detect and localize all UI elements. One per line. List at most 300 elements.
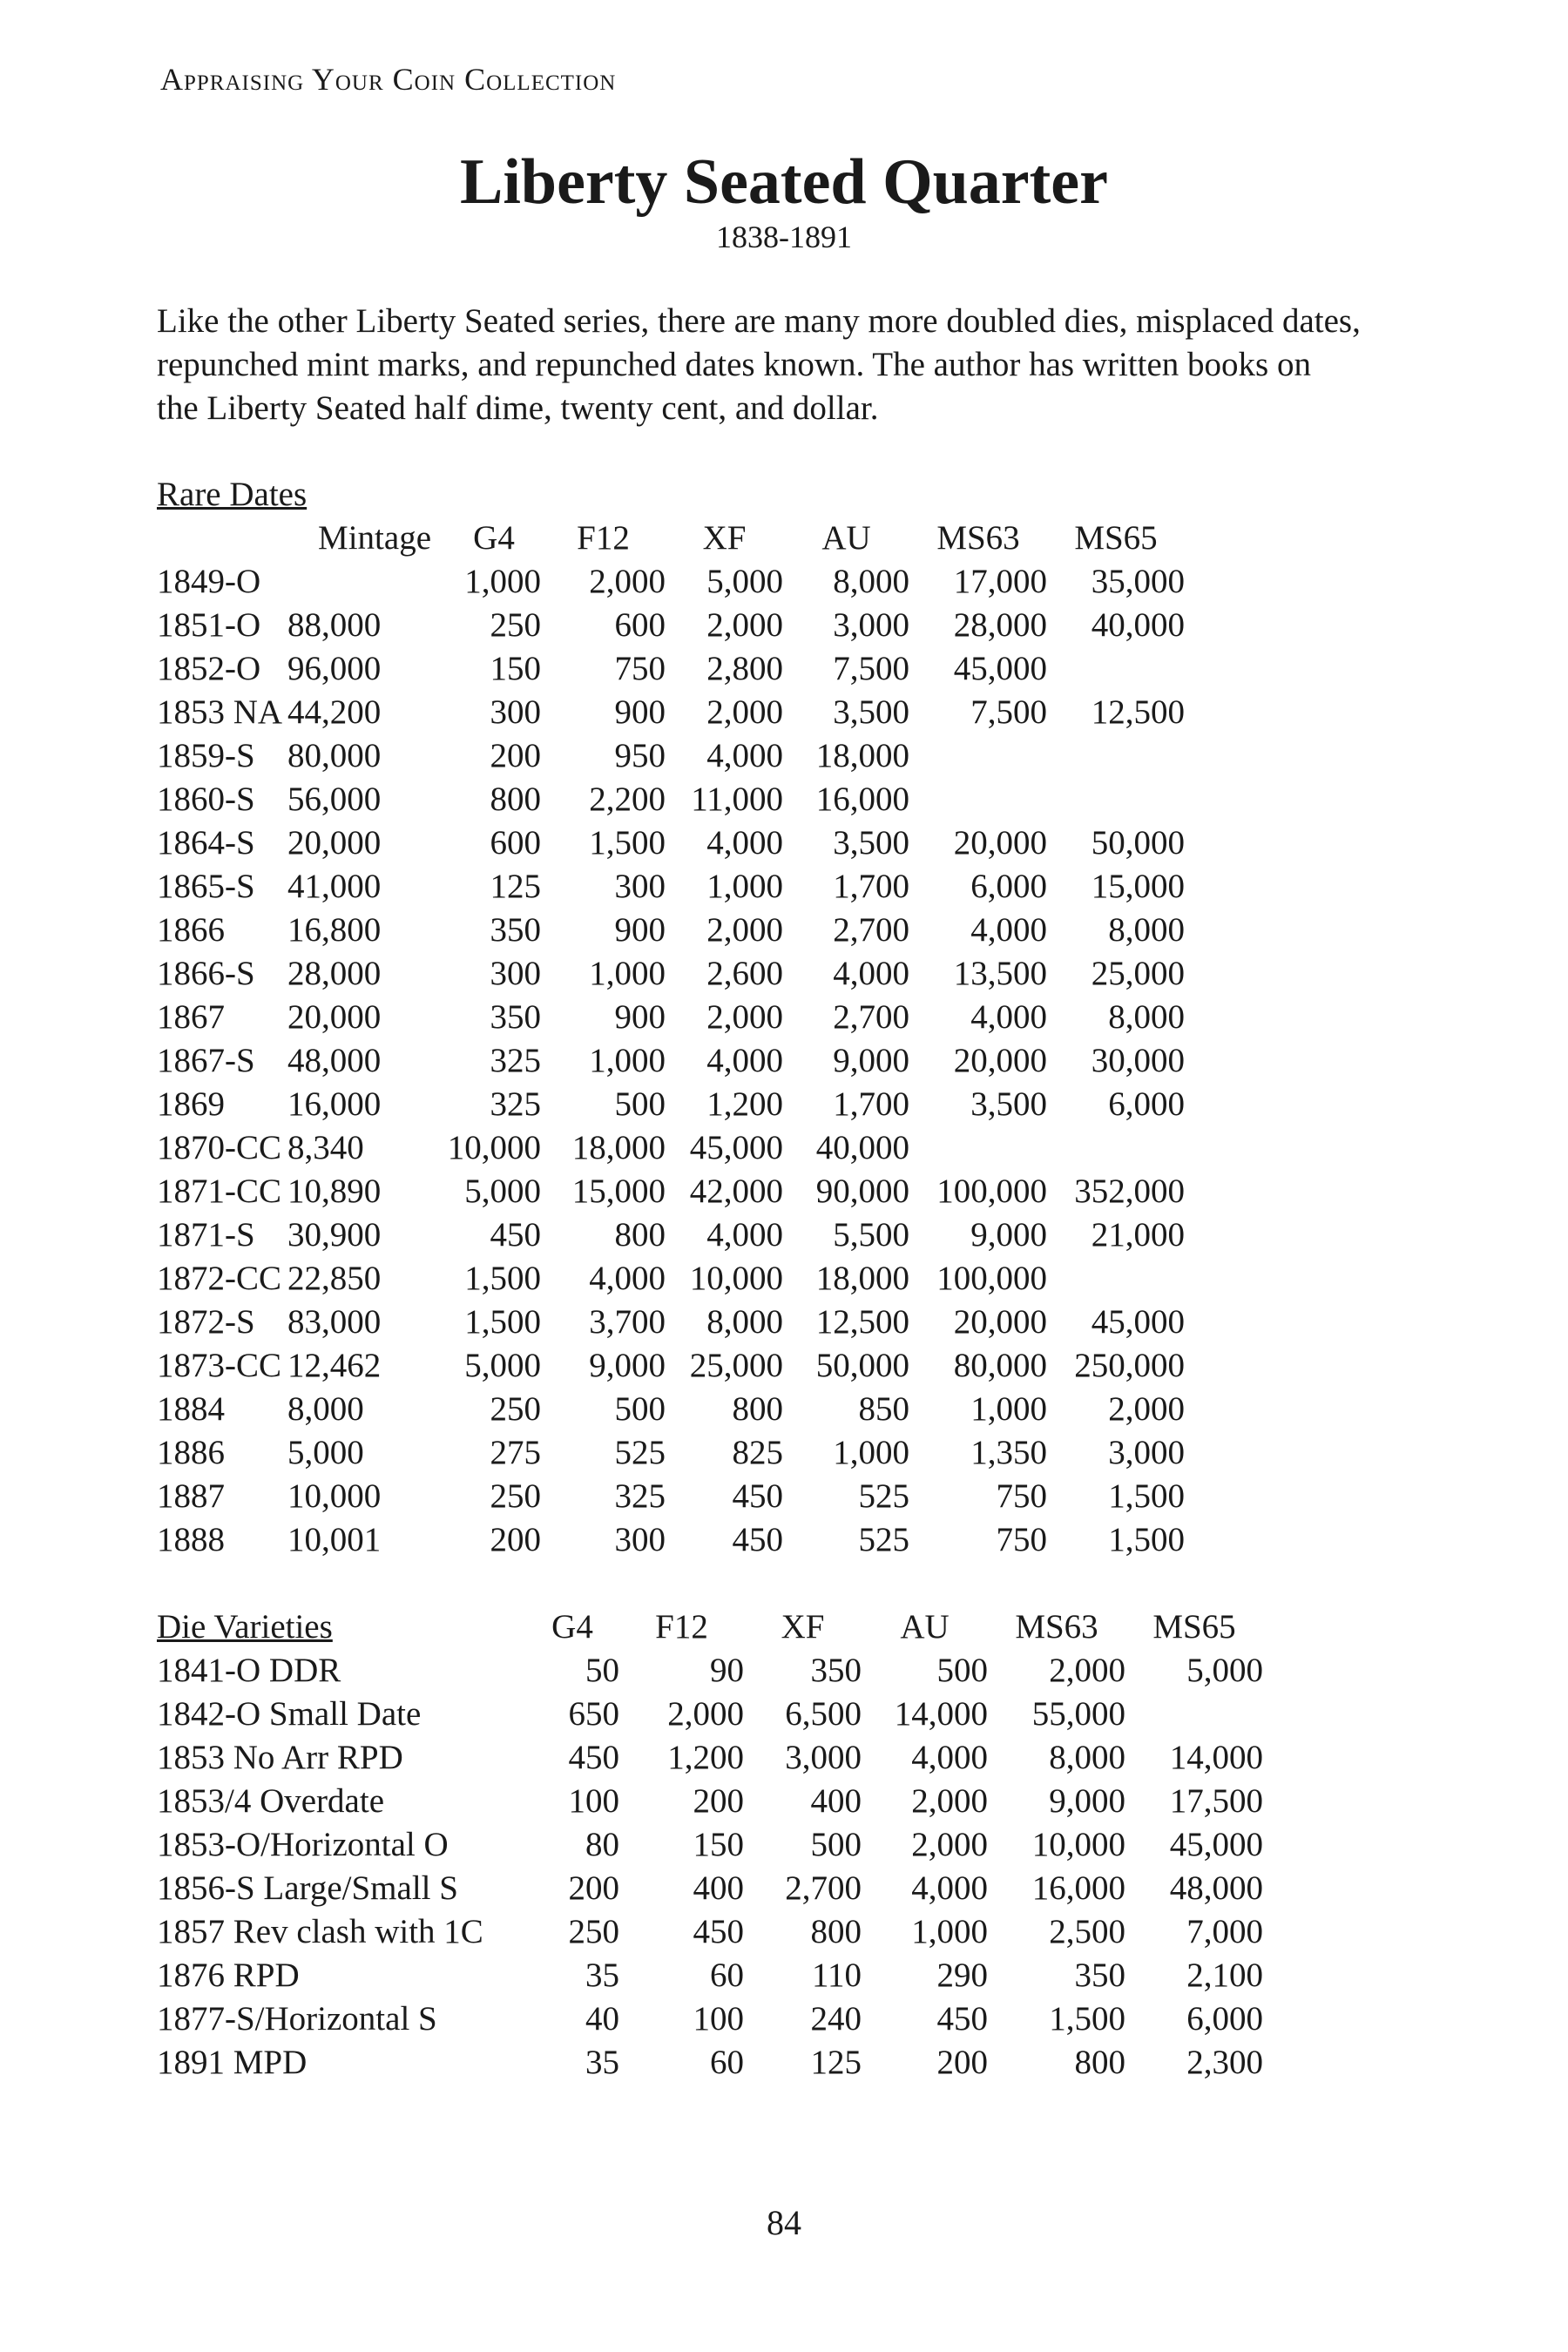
date-cell: 1864-S	[157, 824, 255, 862]
rare-dates-section-label: Rare Dates	[157, 476, 308, 513]
price-cell: 3,500	[833, 824, 909, 862]
mintage-cell: 88,000	[287, 606, 382, 644]
price-cell: 18,000	[815, 1260, 909, 1297]
price-cell: 300	[614, 868, 666, 905]
price-cell: 20,000	[953, 824, 1047, 862]
mintage-cell: 83,000	[287, 1303, 382, 1341]
price-cell: 250,000	[1074, 1347, 1185, 1384]
price-cell: 16,000	[1031, 1869, 1125, 1907]
mintage-cell: 5,000	[287, 1434, 364, 1471]
price-cell: 4,000	[970, 911, 1047, 949]
table-row	[157, 1780, 1263, 1823]
price-cell: 48,000	[1169, 1869, 1263, 1907]
price-cell: 100	[693, 2000, 744, 2038]
price-cell: 17,500	[1169, 1782, 1263, 1820]
price-cell: 500	[614, 1085, 666, 1123]
date-cell: 1851-O	[157, 606, 261, 644]
mintage-cell: 10,000	[287, 1477, 382, 1515]
column-header: MS63	[936, 519, 1020, 557]
date-cell: 1853 NA	[157, 693, 283, 731]
price-cell: 1,000	[464, 563, 541, 600]
price-cell: 2,700	[833, 911, 909, 949]
rare-dates-table	[157, 473, 1185, 1562]
price-cell: 850	[858, 1390, 909, 1428]
page-number: 84	[767, 2203, 801, 2242]
price-cell: 2,000	[706, 998, 783, 1036]
variety-name-cell: 1877-S/Horizontal S	[157, 2000, 437, 2038]
price-cell: 4,000	[706, 1216, 783, 1254]
price-cell	[1047, 1257, 1185, 1301]
date-cell: 1871-S	[157, 1216, 255, 1254]
price-cell	[1125, 1693, 1263, 1736]
price-cell: 21,000	[1091, 1216, 1185, 1254]
date-cell: 1849-O	[157, 563, 261, 600]
die-varieties-header-row	[157, 1605, 1263, 1649]
price-cell: 60	[710, 1957, 744, 1994]
mintage-cell: 8,000	[287, 1390, 364, 1428]
price-cell: 3,500	[970, 1085, 1047, 1123]
table-row	[157, 1867, 1263, 1910]
column-header: AU	[900, 1608, 950, 1646]
price-cell: 650	[568, 1695, 619, 1733]
price-cell: 50,000	[1091, 824, 1185, 862]
price-cell: 200	[936, 2044, 988, 2081]
table-row	[157, 560, 1185, 604]
price-cell: 90,000	[815, 1173, 909, 1210]
price-cell: 9,000	[589, 1347, 666, 1384]
price-cell: 4,000	[911, 1869, 988, 1907]
price-cell: 35	[585, 1957, 619, 1994]
price-cell: 2,200	[589, 781, 666, 818]
table-row	[157, 1170, 1185, 1213]
price-cell: 352,000	[1074, 1173, 1185, 1210]
price-cell: 4,000	[833, 955, 909, 992]
price-cell: 125	[810, 2044, 862, 2081]
table-row	[157, 1910, 1263, 1954]
table-row	[157, 1388, 1185, 1431]
price-cell: 8,000	[1108, 911, 1185, 949]
table-row	[157, 1823, 1263, 1867]
table-row	[157, 1431, 1185, 1475]
price-cell: 30,000	[1091, 1042, 1185, 1079]
price-cell: 2,300	[1186, 2044, 1263, 2081]
price-cell: 825	[732, 1434, 783, 1471]
price-cell: 2,800	[706, 650, 783, 687]
price-cell: 17,000	[953, 563, 1047, 600]
price-cell: 450	[732, 1521, 783, 1558]
price-cell: 2,500	[1049, 1913, 1125, 1950]
price-cell: 100,000	[936, 1260, 1047, 1297]
mintage-cell: 16,800	[287, 911, 382, 949]
price-cell: 7,500	[833, 650, 909, 687]
date-cell: 1866	[157, 911, 225, 949]
price-cell: 5,000	[1186, 1652, 1263, 1689]
price-cell: 1,000	[970, 1390, 1047, 1428]
variety-name-cell: 1853-O/Horizontal O	[157, 1826, 449, 1863]
table-row	[157, 1997, 1263, 2041]
table-row	[157, 1649, 1263, 1693]
price-cell: 90	[710, 1652, 744, 1689]
price-cell: 400	[810, 1782, 862, 1820]
price-cell: 800	[490, 781, 541, 818]
price-cell: 7,000	[1186, 1913, 1263, 1950]
price-cell: 150	[693, 1826, 744, 1863]
intro-paragraph	[157, 300, 1429, 430]
price-cell: 2,000	[667, 1695, 744, 1733]
price-cell: 1,500	[464, 1260, 541, 1297]
price-cell: 300	[490, 693, 541, 731]
price-cell: 12,500	[1091, 693, 1185, 731]
table-row	[157, 604, 1185, 647]
column-header: G4	[551, 1608, 593, 1646]
date-cell: 1886	[157, 1434, 225, 1471]
table-row	[157, 1344, 1185, 1388]
price-cell: 1,000	[911, 1913, 988, 1950]
price-cell: 4,000	[706, 737, 783, 774]
price-cell: 750	[614, 650, 666, 687]
price-cell: 2,000	[1049, 1652, 1125, 1689]
price-cell: 45,000	[689, 1129, 783, 1166]
price-cell: 8,000	[1049, 1739, 1125, 1776]
price-cell: 16,000	[815, 781, 909, 818]
variety-name-cell: 1857 Rev clash with 1C	[157, 1913, 483, 1950]
price-cell: 8,000	[1108, 998, 1185, 1036]
mintage-cell: 20,000	[287, 998, 382, 1036]
price-cell	[909, 1126, 1047, 1170]
price-cell: 800	[1074, 2044, 1125, 2081]
price-cell: 500	[810, 1826, 862, 1863]
price-cell: 10,000	[689, 1260, 783, 1297]
price-cell: 9,000	[1049, 1782, 1125, 1820]
price-cell: 350	[490, 911, 541, 949]
price-cell: 80	[585, 1826, 619, 1863]
rare-dates-label-row	[157, 473, 1185, 517]
price-cell: 1,000	[833, 1434, 909, 1471]
price-cell: 1,500	[1049, 2000, 1125, 2038]
price-cell: 400	[693, 1869, 744, 1907]
price-cell: 350	[810, 1652, 862, 1689]
price-cell: 250	[490, 606, 541, 644]
date-cell: 1884	[157, 1390, 225, 1428]
date-cell: 1852-O	[157, 650, 261, 687]
date-cell: 1888	[157, 1521, 225, 1558]
price-cell: 275	[490, 1434, 541, 1471]
price-cell: 125	[490, 868, 541, 905]
table-row	[157, 1126, 1185, 1170]
date-range-subtitle: 1838-1891	[716, 220, 852, 254]
price-cell: 500	[936, 1652, 988, 1689]
price-cell: 3,000	[1108, 1434, 1185, 1471]
price-cell: 350	[1074, 1957, 1125, 1994]
intro-line: the Liberty Seated half dime, twenty cent, and dollar.	[157, 389, 879, 427]
price-cell: 50	[585, 1652, 619, 1689]
price-cell: 2,700	[785, 1869, 862, 1907]
price-cell: 2,000	[706, 911, 783, 949]
table-row	[157, 1213, 1185, 1257]
table-row	[157, 1693, 1263, 1736]
column-header: F12	[655, 1608, 708, 1646]
price-cell: 800	[614, 1216, 666, 1254]
price-cell: 5,500	[833, 1216, 909, 1254]
price-cell: 10,000	[1031, 1826, 1125, 1863]
table-row	[157, 1083, 1185, 1126]
price-cell: 250	[568, 1913, 619, 1950]
price-cell: 1,500	[589, 824, 666, 862]
table-row	[157, 2041, 1263, 2085]
variety-name-cell: 1876 RPD	[157, 1957, 300, 1994]
price-cell: 2,600	[706, 955, 783, 992]
price-cell: 5,000	[706, 563, 783, 600]
price-cell	[1047, 778, 1185, 821]
price-cell: 300	[614, 1521, 666, 1558]
table-row	[157, 647, 1185, 691]
mintage-cell: 56,000	[287, 781, 382, 818]
mintage-cell: 41,000	[287, 868, 382, 905]
price-cell: 1,700	[833, 868, 909, 905]
price-cell: 3,000	[833, 606, 909, 644]
price-cell: 2,700	[833, 998, 909, 1036]
price-cell: 9,000	[833, 1042, 909, 1079]
price-cell: 45,000	[953, 650, 1047, 687]
price-cell: 1,200	[667, 1739, 744, 1776]
column-header: G4	[473, 519, 515, 557]
price-cell	[1047, 1126, 1185, 1170]
price-cell: 45,000	[1091, 1303, 1185, 1341]
price-cell: 300	[490, 955, 541, 992]
price-cell: 1,500	[1108, 1477, 1185, 1515]
price-cell: 325	[614, 1477, 666, 1515]
price-cell: 50,000	[815, 1347, 909, 1384]
price-cell: 40,000	[815, 1129, 909, 1166]
price-cell: 525	[858, 1477, 909, 1515]
table-row	[157, 821, 1185, 865]
price-cell: 900	[614, 911, 666, 949]
mintage-cell: 96,000	[287, 650, 382, 687]
date-cell: 1872-CC	[157, 1260, 282, 1297]
mintage-cell: 16,000	[287, 1085, 382, 1123]
price-cell: 1,000	[706, 868, 783, 905]
table-row	[157, 1257, 1185, 1301]
price-cell: 4,000	[911, 1739, 988, 1776]
price-cell: 3,000	[785, 1739, 862, 1776]
price-cell: 450	[490, 1216, 541, 1254]
price-cell: 18,000	[571, 1129, 666, 1166]
price-cell: 42,000	[689, 1173, 783, 1210]
price-cell: 100,000	[936, 1173, 1047, 1210]
price-cell: 14,000	[1169, 1739, 1263, 1776]
price-cell: 200	[693, 1782, 744, 1820]
price-cell: 4,000	[970, 998, 1047, 1036]
column-header: XF	[781, 1608, 825, 1646]
table-row	[157, 1475, 1185, 1518]
price-cell: 13,500	[953, 955, 1047, 992]
price-cell: 8,000	[833, 563, 909, 600]
die-varieties-section-label: Die Varieties	[157, 1608, 333, 1646]
price-cell: 6,000	[1108, 1085, 1185, 1123]
date-cell: 1860-S	[157, 781, 255, 818]
price-cell: 450	[568, 1739, 619, 1776]
mintage-header: Mintage	[318, 519, 431, 557]
price-cell: 6,500	[785, 1695, 862, 1733]
price-cell: 7,500	[970, 693, 1047, 731]
mintage-cell: 80,000	[287, 737, 382, 774]
price-cell: 2,000	[911, 1826, 988, 1863]
price-cell: 450	[693, 1913, 744, 1950]
price-cell: 35	[585, 2044, 619, 2081]
price-cell: 2,000	[589, 563, 666, 600]
date-cell: 1873-CC	[157, 1347, 282, 1384]
price-cell: 40	[585, 2000, 619, 2038]
price-cell: 600	[614, 606, 666, 644]
variety-name-cell: 1856-S Large/Small S	[157, 1869, 458, 1907]
mintage-cell: 12,462	[287, 1347, 382, 1384]
price-cell: 9,000	[970, 1216, 1047, 1254]
price-cell: 2,000	[706, 693, 783, 731]
price-cell: 25,000	[689, 1347, 783, 1384]
price-cell: 1,500	[1108, 1521, 1185, 1558]
date-cell: 1859-S	[157, 737, 255, 774]
variety-name-cell: 1841-O DDR	[157, 1652, 341, 1689]
column-header: MS63	[1015, 1608, 1098, 1646]
price-cell: 150	[490, 650, 541, 687]
price-cell: 20,000	[953, 1303, 1047, 1341]
price-cell: 3,700	[589, 1303, 666, 1341]
table-row	[157, 1301, 1185, 1344]
date-cell: 1870-CC	[157, 1129, 282, 1166]
price-cell: 2,000	[706, 606, 783, 644]
variety-name-cell: 1891 MPD	[157, 2044, 308, 2081]
mintage-cell	[287, 560, 447, 604]
price-cell: 35,000	[1091, 563, 1185, 600]
table-row	[157, 734, 1185, 778]
price-cell: 15,000	[571, 1173, 666, 1210]
price-cell: 1,000	[589, 955, 666, 992]
date-cell: 1867-S	[157, 1042, 255, 1079]
variety-name-cell: 1853 No Arr RPD	[157, 1739, 403, 1776]
price-cell: 750	[996, 1477, 1047, 1515]
price-cell: 800	[810, 1913, 862, 1950]
price-cell: 240	[810, 2000, 862, 2038]
price-cell: 110	[811, 1957, 862, 1994]
date-cell: 1866-S	[157, 955, 255, 992]
date-cell: 1871-CC	[157, 1173, 282, 1210]
price-cell	[1047, 647, 1185, 691]
column-header: MS65	[1152, 1608, 1236, 1646]
table-row	[157, 1039, 1185, 1083]
table-row	[157, 778, 1185, 821]
price-cell: 100	[568, 1782, 619, 1820]
table-row	[157, 1954, 1263, 1997]
price-cell: 2,100	[1186, 1957, 1263, 1994]
table-row	[157, 996, 1185, 1039]
price-cell: 5,000	[464, 1173, 541, 1210]
price-cell: 200	[568, 1869, 619, 1907]
column-header: F12	[577, 519, 630, 557]
price-cell: 200	[490, 737, 541, 774]
price-cell: 14,000	[894, 1695, 988, 1733]
price-cell: 1,350	[970, 1434, 1047, 1471]
price-cell: 8,000	[706, 1303, 783, 1341]
mintage-cell: 20,000	[287, 824, 382, 862]
price-cell: 525	[614, 1434, 666, 1471]
price-cell: 900	[614, 693, 666, 731]
price-cell: 1,200	[706, 1085, 783, 1123]
price-cell: 200	[490, 1521, 541, 1558]
date-cell: 1869	[157, 1085, 225, 1123]
price-cell: 350	[490, 998, 541, 1036]
price-cell	[909, 778, 1047, 821]
price-cell: 750	[996, 1521, 1047, 1558]
table-row	[157, 909, 1185, 952]
mintage-cell: 22,850	[287, 1260, 382, 1297]
rare-dates-header-row	[157, 517, 1185, 560]
column-header: MS65	[1074, 519, 1158, 557]
price-cell: 900	[614, 998, 666, 1036]
price-cell: 450	[732, 1477, 783, 1515]
price-cell: 15,000	[1091, 868, 1185, 905]
price-cell: 4,000	[589, 1260, 666, 1297]
page-title: Liberty Seated Quarter	[460, 146, 1108, 218]
price-cell: 4,000	[706, 824, 783, 862]
price-cell: 950	[614, 737, 666, 774]
date-cell: 1872-S	[157, 1303, 255, 1341]
intro-line: Like the other Liberty Seated series, there are many more doubled dies, misplaced dates,	[157, 302, 1361, 340]
price-cell: 10,000	[447, 1129, 541, 1166]
die-varieties-table	[157, 1605, 1263, 2085]
table-row	[157, 1518, 1185, 1562]
mintage-cell: 8,340	[287, 1129, 364, 1166]
price-cell: 1,000	[589, 1042, 666, 1079]
price-cell	[1047, 734, 1185, 778]
intro-line: repunched mint marks, and repunched dates known. The author has written books on	[157, 346, 1311, 383]
price-cell: 250	[490, 1477, 541, 1515]
price-cell: 11,000	[691, 781, 783, 818]
date-cell: 1867	[157, 998, 225, 1036]
table-row	[157, 1736, 1263, 1780]
mintage-cell: 10,001	[287, 1521, 382, 1558]
price-cell: 5,000	[464, 1347, 541, 1384]
price-cell: 2,000	[1108, 1390, 1185, 1428]
price-cell: 250	[490, 1390, 541, 1428]
price-cell: 20,000	[953, 1042, 1047, 1079]
mintage-cell: 10,890	[287, 1173, 382, 1210]
price-cell: 6,000	[1186, 2000, 1263, 2038]
mintage-cell: 28,000	[287, 955, 382, 992]
price-cell: 45,000	[1169, 1826, 1263, 1863]
price-cell: 500	[614, 1390, 666, 1428]
table-row	[157, 952, 1185, 996]
mintage-cell: 48,000	[287, 1042, 382, 1079]
mintage-cell: 30,900	[287, 1216, 382, 1254]
price-cell: 25,000	[1091, 955, 1185, 992]
price-cell: 325	[490, 1085, 541, 1123]
price-cell: 1,500	[464, 1303, 541, 1341]
price-cell: 4,000	[706, 1042, 783, 1079]
price-cell: 3,500	[833, 693, 909, 731]
price-cell: 1,700	[833, 1085, 909, 1123]
price-cell: 290	[936, 1957, 988, 1994]
date-cell: 1887	[157, 1477, 225, 1515]
price-cell: 450	[936, 2000, 988, 2038]
price-cell: 525	[858, 1521, 909, 1558]
price-cell: 6,000	[970, 868, 1047, 905]
price-cell: 800	[732, 1390, 783, 1428]
table-row	[157, 865, 1185, 909]
price-cell: 55,000	[1031, 1695, 1125, 1733]
price-cell: 12,500	[815, 1303, 909, 1341]
price-cell	[909, 734, 1047, 778]
variety-name-cell: 1842-O Small Date	[157, 1695, 422, 1733]
